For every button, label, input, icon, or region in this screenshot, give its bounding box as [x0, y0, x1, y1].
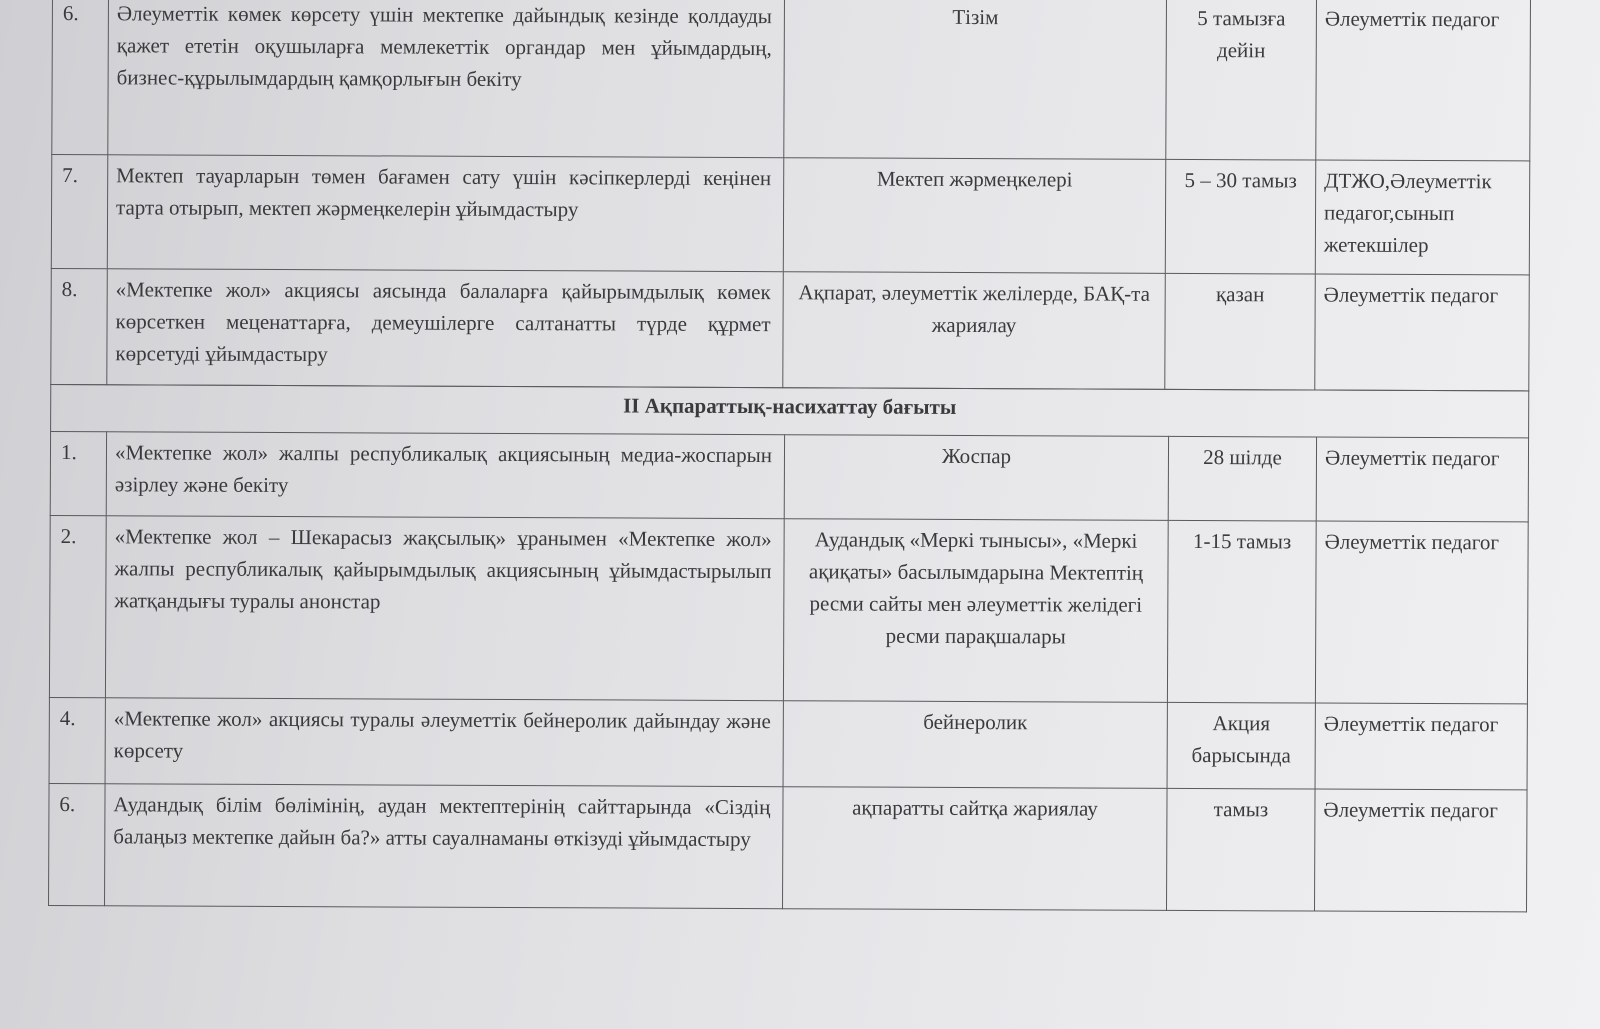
row-responsible: Әлеуметтік педагог	[1316, 0, 1531, 161]
row-completion-form: бейнеролик	[783, 701, 1167, 789]
row-responsible: Әлеуметтік педагог	[1315, 789, 1528, 912]
row-deadline: 1-15 тамыз	[1167, 520, 1316, 703]
row-number: 2.	[49, 515, 106, 697]
row-completion-form: Жоспар	[784, 435, 1168, 521]
section-title: II Ақпараттық-насихаттау бағыты	[51, 384, 1529, 437]
row-completion-form: Мектеп жәрмеңкелері	[783, 158, 1165, 274]
row-number: 6.	[52, 0, 109, 155]
row-responsible: Әлеуметтік педагог	[1315, 521, 1528, 704]
action-plan-table-section-2	[48, 384, 1529, 912]
row-responsible: Әлеуметтік педагог	[1315, 703, 1527, 790]
row-completion-form: ақпаратты сайтқа жариялау	[783, 787, 1168, 911]
section-header-row	[51, 384, 1529, 437]
row-responsible: Әлеуметтік педагог	[1316, 437, 1528, 522]
row-number: 8.	[51, 268, 108, 384]
row-description: «Мектепке жол» акциясы туралы әлеуметтік бейнеролик дайындау және көрсету	[105, 698, 783, 787]
row-completion-form: Тізім	[784, 0, 1167, 159]
table-row	[49, 783, 1528, 911]
table-row	[49, 515, 1528, 703]
row-deadline: 5 тамызға дейін	[1166, 0, 1317, 160]
row-description: Мектеп тауарларын төмен бағамен сату үшін кәсіпкерлерді кеңінен тарта отырып, мектеп жәрмеңкелерін ұйымдастыру	[107, 155, 783, 272]
row-number: 4.	[49, 697, 105, 783]
row-deadline: тамыз	[1167, 788, 1316, 911]
row-number: 1.	[50, 431, 106, 515]
row-completion-form: Ақпарат, әлеуметтік желілерде, БАҚ-та жариялау	[783, 272, 1166, 390]
row-deadline: Акция барысында	[1167, 702, 1315, 789]
row-description: «Мектепке жол» жалпы республикалық акциясының медиа-жоспарын әзірлеу және бекіту	[106, 432, 784, 519]
row-number: 6.	[49, 783, 106, 905]
table-row	[49, 697, 1527, 789]
row-deadline: 28 шілде	[1168, 436, 1316, 521]
table-row	[50, 431, 1528, 521]
action-plan-table	[50, 0, 1531, 391]
table-row	[51, 268, 1529, 390]
row-description: «Мектепке жол» акциясы аясында балаларға қайырымдылық көмек көрсеткен меценаттарға, демеушілерге салтанатты түрде құрмет көрсетуді ұйымдастыру	[107, 269, 783, 388]
row-responsible: Әлеуметтік педагог	[1315, 274, 1530, 391]
row-description: «Мектепке жол – Шекарасыз жақсылық» ұранымен «Мектепке жол» жалпы республикалық қайырымдылық акциясының ұйымдастырылып жатқандығы туралы анонстар	[105, 516, 784, 701]
row-completion-form: Аудандық «Меркі тынысы», «Меркі ақиқаты» басылымдарына Мектептің ресми сайты мен әлеуметтік желідегі ресми парақшалары	[783, 519, 1168, 703]
plan-table-wrapper	[48, 0, 1530, 943]
row-deadline: 5 – 30 тамыз	[1165, 159, 1315, 274]
row-deadline: қазан	[1165, 273, 1316, 390]
row-number: 7.	[51, 155, 107, 269]
table-row	[52, 0, 1531, 161]
row-description: Әлеуметтік көмек көрсету үшін мектепке дайындық кезінде қолдауды қажет ететін оқушыларға мемлекеттік органдар мен ұйымдардың, бизнес-құрылымдардың қамқорлығын бекіту	[108, 0, 785, 158]
row-description: Аудандық білім бөлімінің, аудан мектептерінің сайттарында «Сіздің балаңыз мектепке дайын ба?» атты сауалнаманы өткізуді ұйымдастыру	[105, 784, 784, 909]
row-responsible: ДТЖО,Әлеуметтік педагог,сынып жетекшілер	[1315, 160, 1529, 275]
table-row	[51, 155, 1529, 275]
